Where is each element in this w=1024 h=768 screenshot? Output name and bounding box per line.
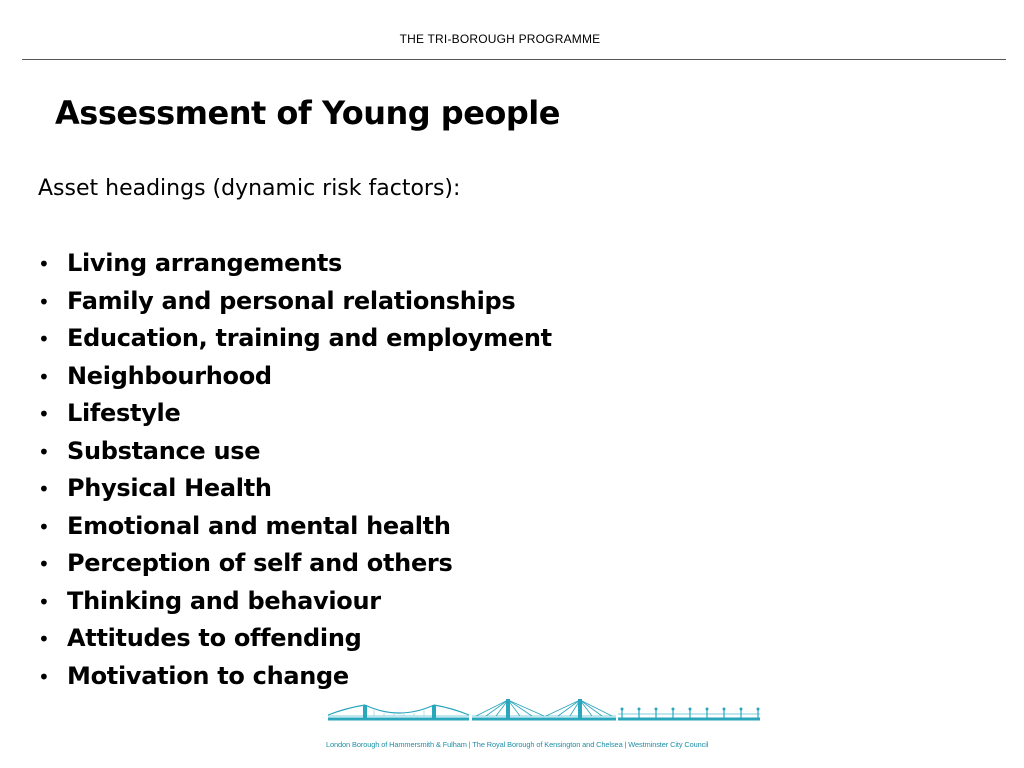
list-item-label: Education, training and employment: [67, 324, 552, 352]
header-divider: [22, 59, 1006, 60]
list-item: [38, 362, 552, 400]
bullet-icon: •: [38, 402, 50, 426]
bullet-icon: •: [38, 627, 50, 651]
bullet-icon: •: [38, 327, 50, 351]
list-item: [38, 662, 552, 700]
list-item: [38, 399, 552, 437]
list-item: [38, 549, 552, 587]
bullet-icon: •: [38, 289, 50, 314]
bullet-icon: •: [38, 477, 50, 501]
risk-factor-list: [38, 249, 552, 699]
list-item-label: Living arrangements: [67, 249, 343, 277]
list-item: [38, 512, 552, 550]
list-item-label: Substance use: [67, 436, 261, 465]
list-item-label: Neighbourhood: [67, 361, 272, 390]
bullet-icon: •: [38, 514, 50, 539]
list-item: [38, 287, 552, 325]
list-item: [38, 437, 552, 475]
list-item: [38, 249, 552, 287]
bullet-icon: •: [38, 364, 50, 389]
list-item: [38, 587, 552, 625]
list-item-label: Perception of self and others: [67, 549, 453, 577]
list-item-label: Physical Health: [67, 474, 272, 502]
list-item-label: Lifestyle: [67, 399, 181, 427]
bullet-icon: •: [38, 664, 50, 689]
tri-borough-logo: [326, 695, 762, 755]
slide-title: Assessment of Young people: [55, 94, 560, 132]
list-item-label: Thinking and behaviour: [67, 586, 381, 615]
list-item: [38, 324, 552, 362]
list-item-label: Motivation to change: [67, 661, 349, 690]
bullet-icon: •: [38, 589, 50, 614]
bullet-icon: •: [38, 439, 50, 464]
logo-caption: London Borough of Hammersmith & Fulham | The Royal Borough of Kensington and Chelsea | Westminster City Council: [326, 740, 709, 749]
bridges-logo-icon: [326, 695, 762, 737]
list-item: [38, 474, 552, 512]
list-item: [38, 624, 552, 662]
list-item-label: Family and personal relationships: [67, 286, 516, 315]
list-item-label: Attitudes to offending: [67, 624, 362, 652]
intro-text: Asset headings (dynamic risk factors):: [38, 176, 461, 201]
programme-header: THE TRI-BOROUGH PROGRAMME: [399, 32, 601, 46]
bullet-icon: •: [38, 252, 50, 276]
list-item-label: Emotional and mental health: [67, 511, 451, 540]
bullet-icon: •: [38, 552, 50, 576]
